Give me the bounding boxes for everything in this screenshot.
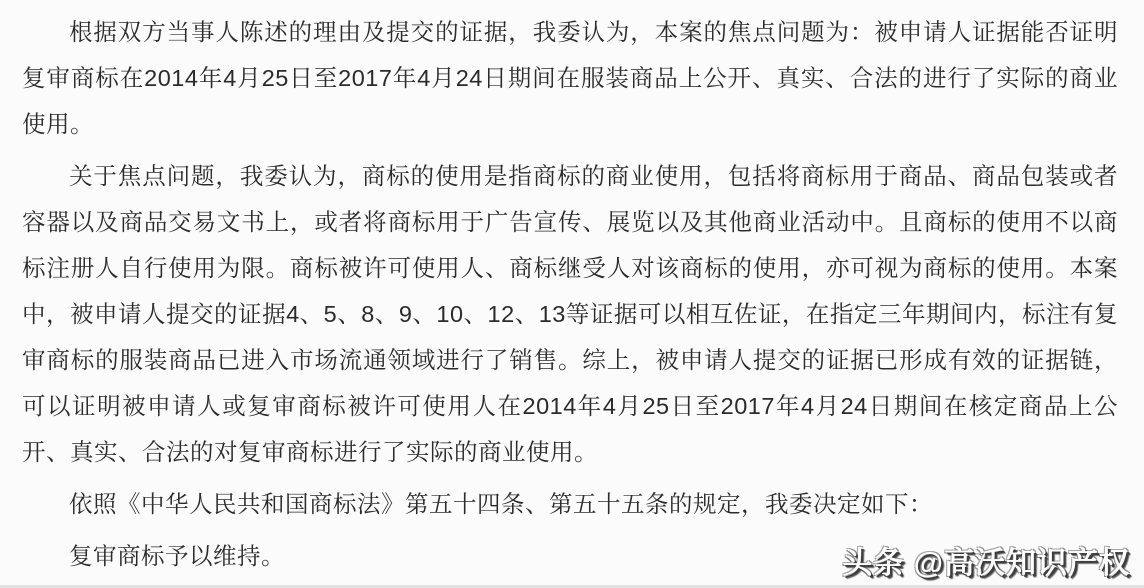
- paragraph-decision: 复审商标予以维持。: [69, 543, 285, 569]
- paragraph-legal-basis: 依照《中华人民共和国商标法》第五十四条、第五十五条的规定，我委决定如下：: [69, 491, 933, 517]
- toutiao-watermark: 头条 @高沃知识产权: [842, 547, 1130, 580]
- paragraph-focus-issue: 根据双方当事人陈述的理由及提交的证据，我委认为，本案的焦点问题为：被申请人证据能否证明复审商标在2014年4月25日至2017年4月24日期间在服装商品上公开、真实、合法的进行了实际的商业使用。: [22, 19, 1118, 137]
- paragraph-analysis: 关于焦点问题，我委认为，商标的使用是指商标的商业使用，包括将商标用于商品、商品包装或者容器以及商品交易文书上，或者将商标用于广告宣传、展览以及其他商业活动中。且商标的使用不以商标注册人自行使用为限。商标被许可使用人、商标继受人对该商标的使用，亦可视为商标的使用。本案中，被申请人提交的证据4、5、8、9、10、12、13等证据可以相互佐证，在指定三年期间内，标注有复审商标的服装商品已进入市场流通领域进行了销售。综上，被申请人提交的证据已形成有效的证据链，可以证明被申请人或复审商标被许可使用人在2014年4月25日至2017年4月24日期间在核定商品上公开、真实、合法的对复审商标进行了实际的商业使用。: [22, 163, 1118, 465]
